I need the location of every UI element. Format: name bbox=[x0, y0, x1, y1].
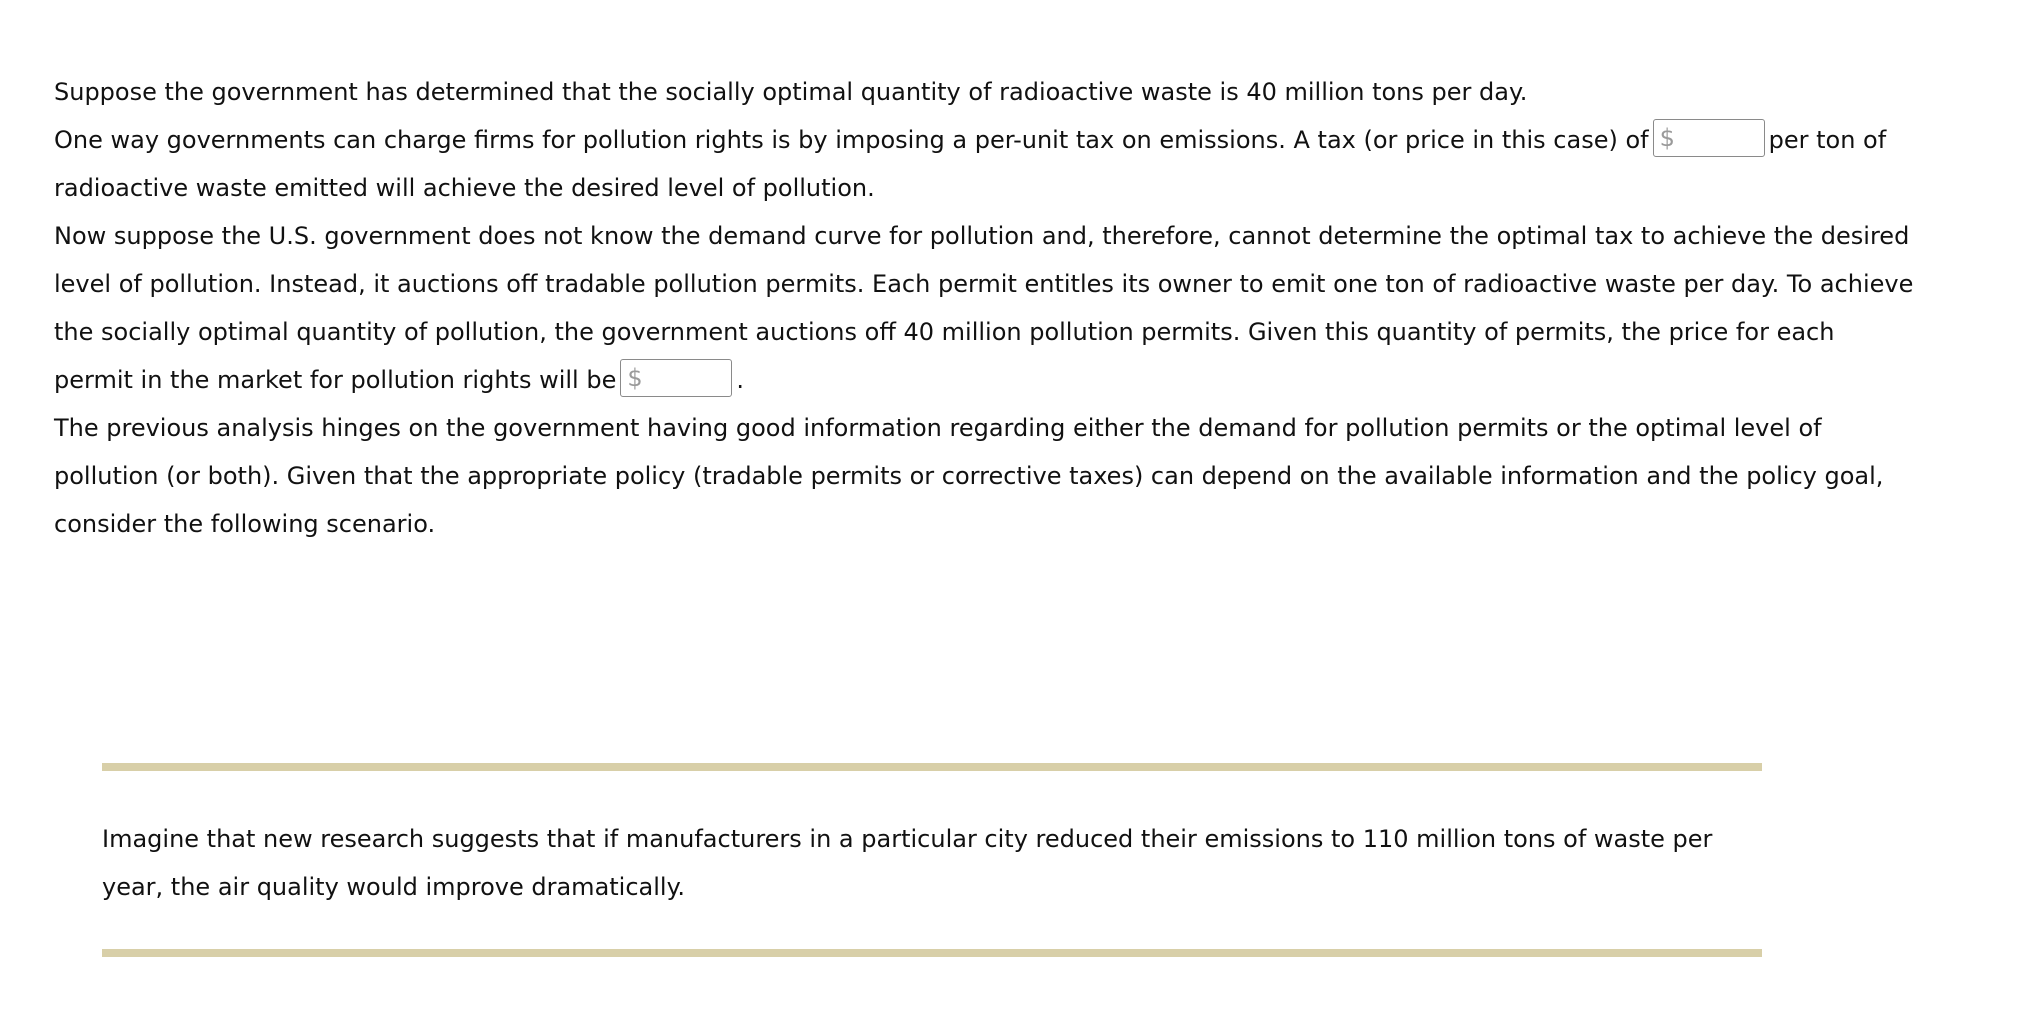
dollar-prefix: $ bbox=[627, 364, 643, 392]
tax-price-field[interactable] bbox=[1653, 119, 1765, 157]
permit-price-input[interactable] bbox=[645, 362, 727, 392]
scenario-top-rule bbox=[102, 763, 1762, 771]
paragraph-tax bbox=[54, 116, 1914, 212]
permits-text-after: . bbox=[736, 366, 744, 394]
paragraph-analysis: The previous analysis hinges on the government having good information regarding either the demand for pollution permits or the optimal level of pollution (or both). Given that the appropriate policy (tradable permits or corrective taxes) can depend on the available information and the policy goal, consider the following scenario. bbox=[54, 414, 1884, 538]
dollar-prefix: $ bbox=[1659, 124, 1675, 152]
tax-price-input[interactable] bbox=[1678, 122, 1760, 152]
scenario-text: Imagine that new research suggests that if manufacturers in a particular city reduced their emissions to 110 million tons of waste per year, the air quality would improve dramatically. bbox=[102, 825, 1713, 901]
tax-text-before: One way governments can charge firms for pollution rights is by imposing a per-unit tax on emissions. A tax (or price in this case) of bbox=[54, 126, 1649, 154]
scenario-box bbox=[102, 763, 1762, 957]
scenario-bottom-rule bbox=[102, 949, 1762, 957]
permit-price-field[interactable] bbox=[620, 359, 732, 397]
tax-text-after: per ton of radioactive waste emitted will achieve the desired level of pollution. bbox=[54, 126, 1887, 202]
question-content bbox=[54, 68, 1914, 548]
paragraph-permits bbox=[54, 212, 1914, 404]
paragraph-optimal-quantity: Suppose the government has determined that the socially optimal quantity of radioactive waste is 40 million tons per day. bbox=[54, 78, 1528, 106]
permits-text-before: Now suppose the U.S. government does not know the demand curve for pollution and, therefore, cannot determine the optimal tax to achieve the desired level of pollution. Instead, it auctions off tradable pollution permits. Each permit entitles its owner to emit one ton of radioactive waste per day. To achieve the socially optimal quantity of pollution, the government auctions off 40 million pollution permits. Given this quantity of permits, the price for each permit in the market for pollution rights will be bbox=[54, 222, 1914, 394]
